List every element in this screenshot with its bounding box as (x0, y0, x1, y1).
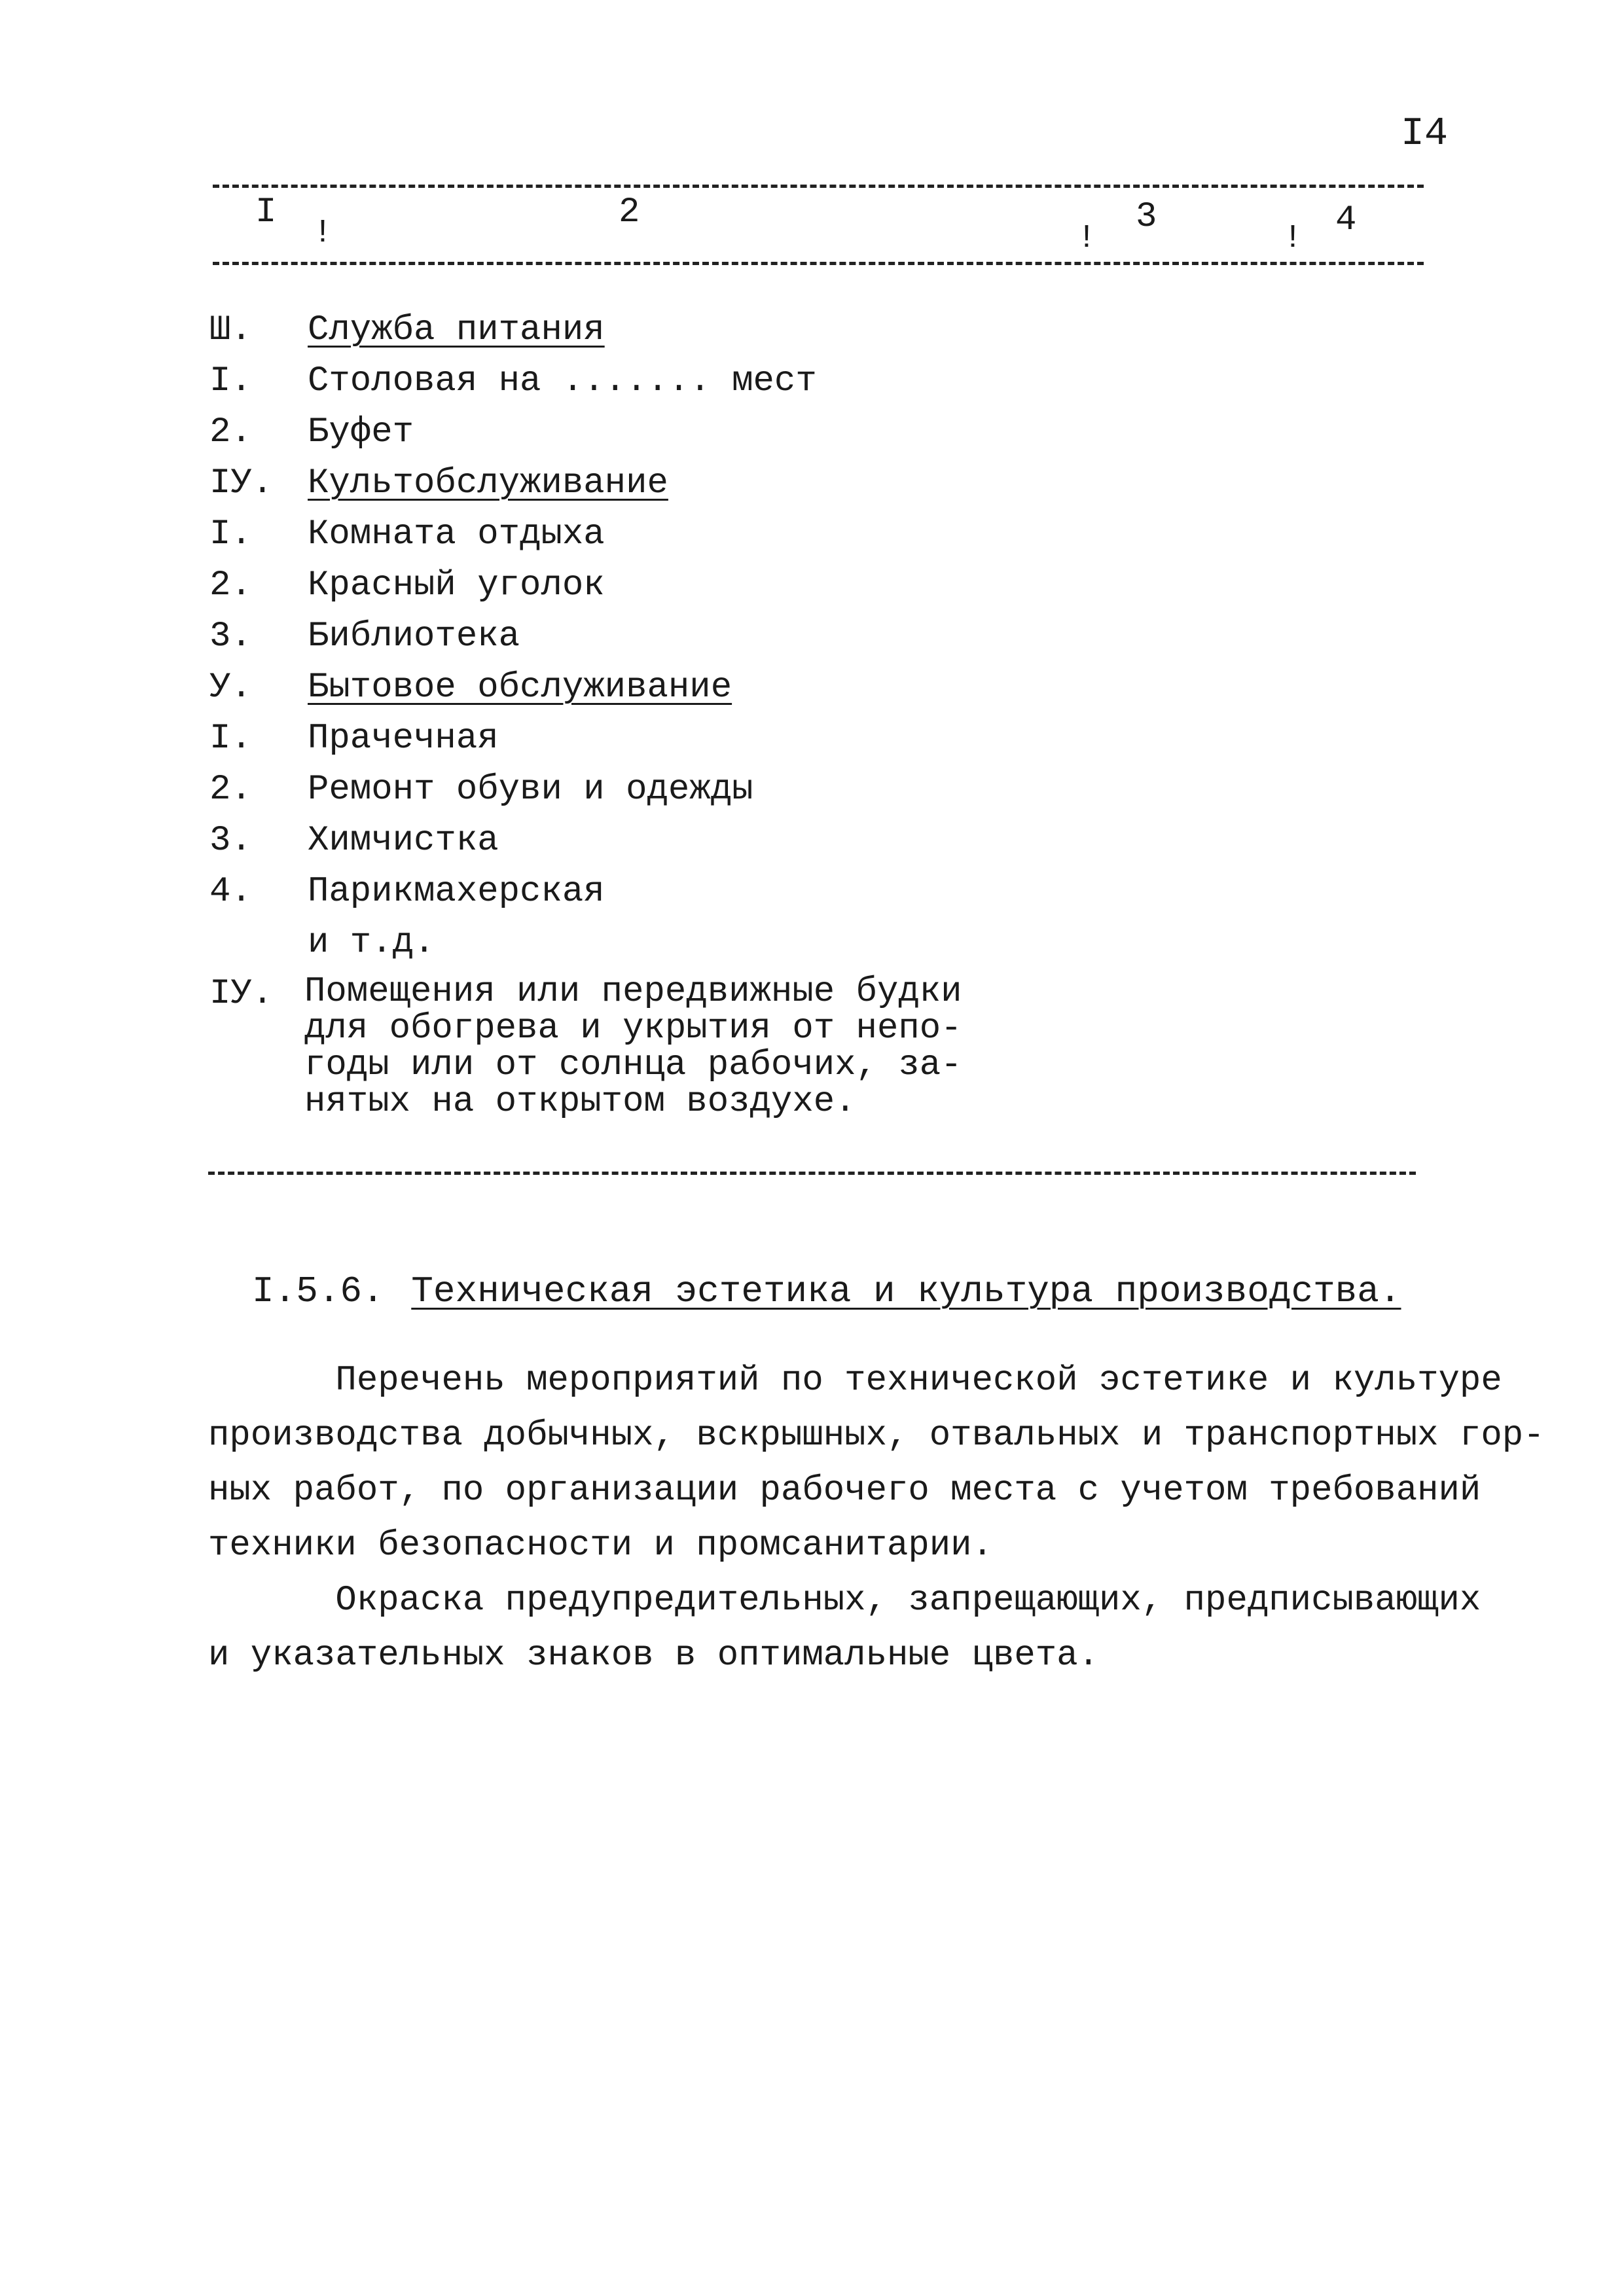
list-item: Ремонт обуви и одежды (308, 770, 753, 810)
list-item: Парикмахерская (308, 872, 605, 912)
column-4-heading: 4 (1335, 200, 1357, 240)
item-number: IУ. (209, 463, 274, 503)
column-1-heading: I (255, 192, 277, 232)
item-number: Ш. (209, 310, 252, 350)
page-number: I4 (1401, 112, 1449, 156)
item-number: IУ. (209, 974, 274, 1014)
list-item: Библиотека (308, 617, 520, 656)
column-2-heading: 2 (619, 192, 640, 232)
list-item: Красный уголок (308, 565, 605, 605)
column-separator: ! (1077, 220, 1097, 257)
column-separator: ! (313, 215, 333, 252)
paragraph: Окраска предупредительных, запрещающих, предписывающих и указательных знаков в оптимальные цвета. (208, 1581, 1481, 1676)
item-number: 2. (209, 770, 252, 810)
column-3-heading: 3 (1136, 197, 1157, 237)
section-heading-item: Культобслуживание (308, 463, 668, 503)
item-number: I. (209, 361, 252, 401)
list-item: Прачечная (308, 719, 499, 759)
list-item: Столовая на ....... мест (308, 361, 817, 401)
section-heading-item: Служба питания (308, 310, 605, 350)
item-number: 3. (209, 821, 252, 861)
list-item: и т.д. (308, 923, 435, 963)
table-top-rule (213, 185, 1424, 188)
column-separator: ! (1283, 220, 1303, 257)
section-heading-item: Бытовое обслуживание (308, 668, 732, 708)
item-number: 3. (209, 617, 252, 656)
section-number: I.5.6. (252, 1270, 384, 1312)
item-number: I. (209, 719, 252, 759)
item-number: 4. (209, 872, 252, 912)
list-item: Комната отдыха (308, 514, 605, 554)
section-title: Техническая эстетика и культура производства. (411, 1270, 1401, 1312)
list-item: Химчистка (308, 821, 499, 861)
table-bottom-rule (208, 1172, 1416, 1175)
item-number: I. (209, 514, 252, 554)
table-header-bottom-rule (213, 262, 1424, 265)
item-number: У. (209, 668, 252, 708)
item-number: 2. (209, 412, 252, 452)
list-item-multiline: Помещения или передвижные будки для обогрева и укрытия от непо- годы или от солнца рабочих, за- нятых на открытом воздухе. (304, 972, 962, 1122)
paragraph: Перечень мероприятий по технической эстетике и культуре производства добычных, вскрышных, отвальных и транспортных гор- ных работ, по организации рабочего места с учетом требований техники безопасности и промсанитарии. (208, 1361, 1545, 1566)
section-heading (252, 1270, 1401, 1312)
list-item: Буфет (308, 412, 414, 452)
item-number: 2. (209, 565, 252, 605)
